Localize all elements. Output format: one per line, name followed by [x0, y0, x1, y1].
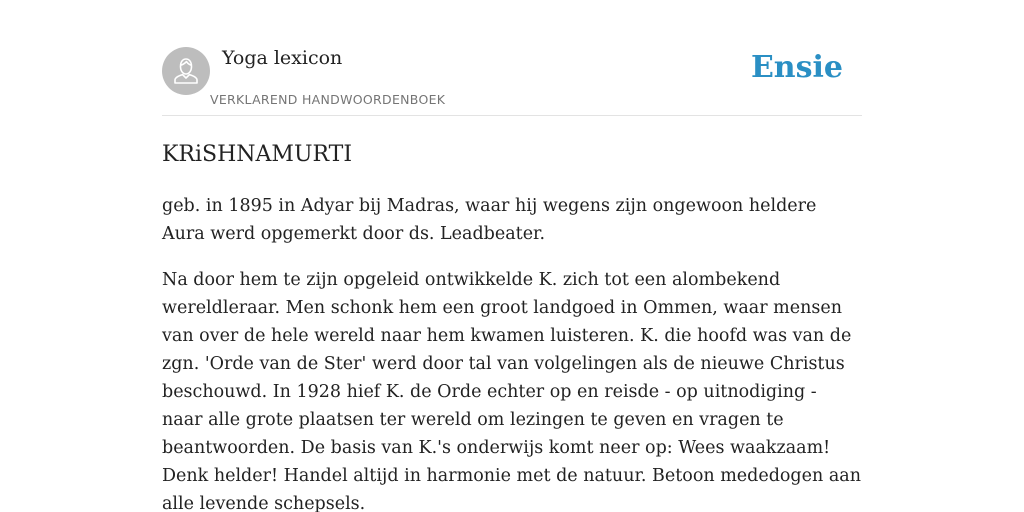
entry-paragraph: Na door hem te zijn opgeleid ontwikkelde K. zich tot een alombekend wereldleraar. Men schonk hem een groot landgoed in Ommen, waar mensen van over de hele wereld naar hem kwamen luisteren. K. die hoofd was van de zgn. 'Orde van de Ster' werd door tal van volgelingen als de nieuwe Christus beschouwd. In 1928 hief K. de Orde echter op en reisde - op uitnodiging - naar alle grote plaatsen ter wereld om lezingen te geven en vragen te beantwoorden. De basis van K.'s onderwijs komt neer op: Wees waakzaam! Denk helder! Handel altijd in harmonie met de natuur. Betoon mededogen aan alle levende schepsels.: [162, 270, 861, 512]
ensie-logo[interactable]: Ensie: [750, 50, 843, 85]
page-header: [162, 46, 862, 116]
entry-paragraph: geb. in 1895 in Adyar bij Madras, waar hij wegens zijn ongewoon heldere Aura werd opgemerkt door ds. Leadbeater.: [162, 196, 817, 244]
author-avatar[interactable]: [162, 47, 210, 95]
entry-content: [162, 140, 862, 512]
entry-title: KRiSHNAMURTI: [162, 142, 353, 167]
dictionary-subtitle[interactable]: VERKLAREND HANDWOORDENBOEK: [210, 92, 446, 107]
author-name[interactable]: Yoga lexicon: [222, 47, 343, 69]
user-icon: [162, 47, 210, 95]
